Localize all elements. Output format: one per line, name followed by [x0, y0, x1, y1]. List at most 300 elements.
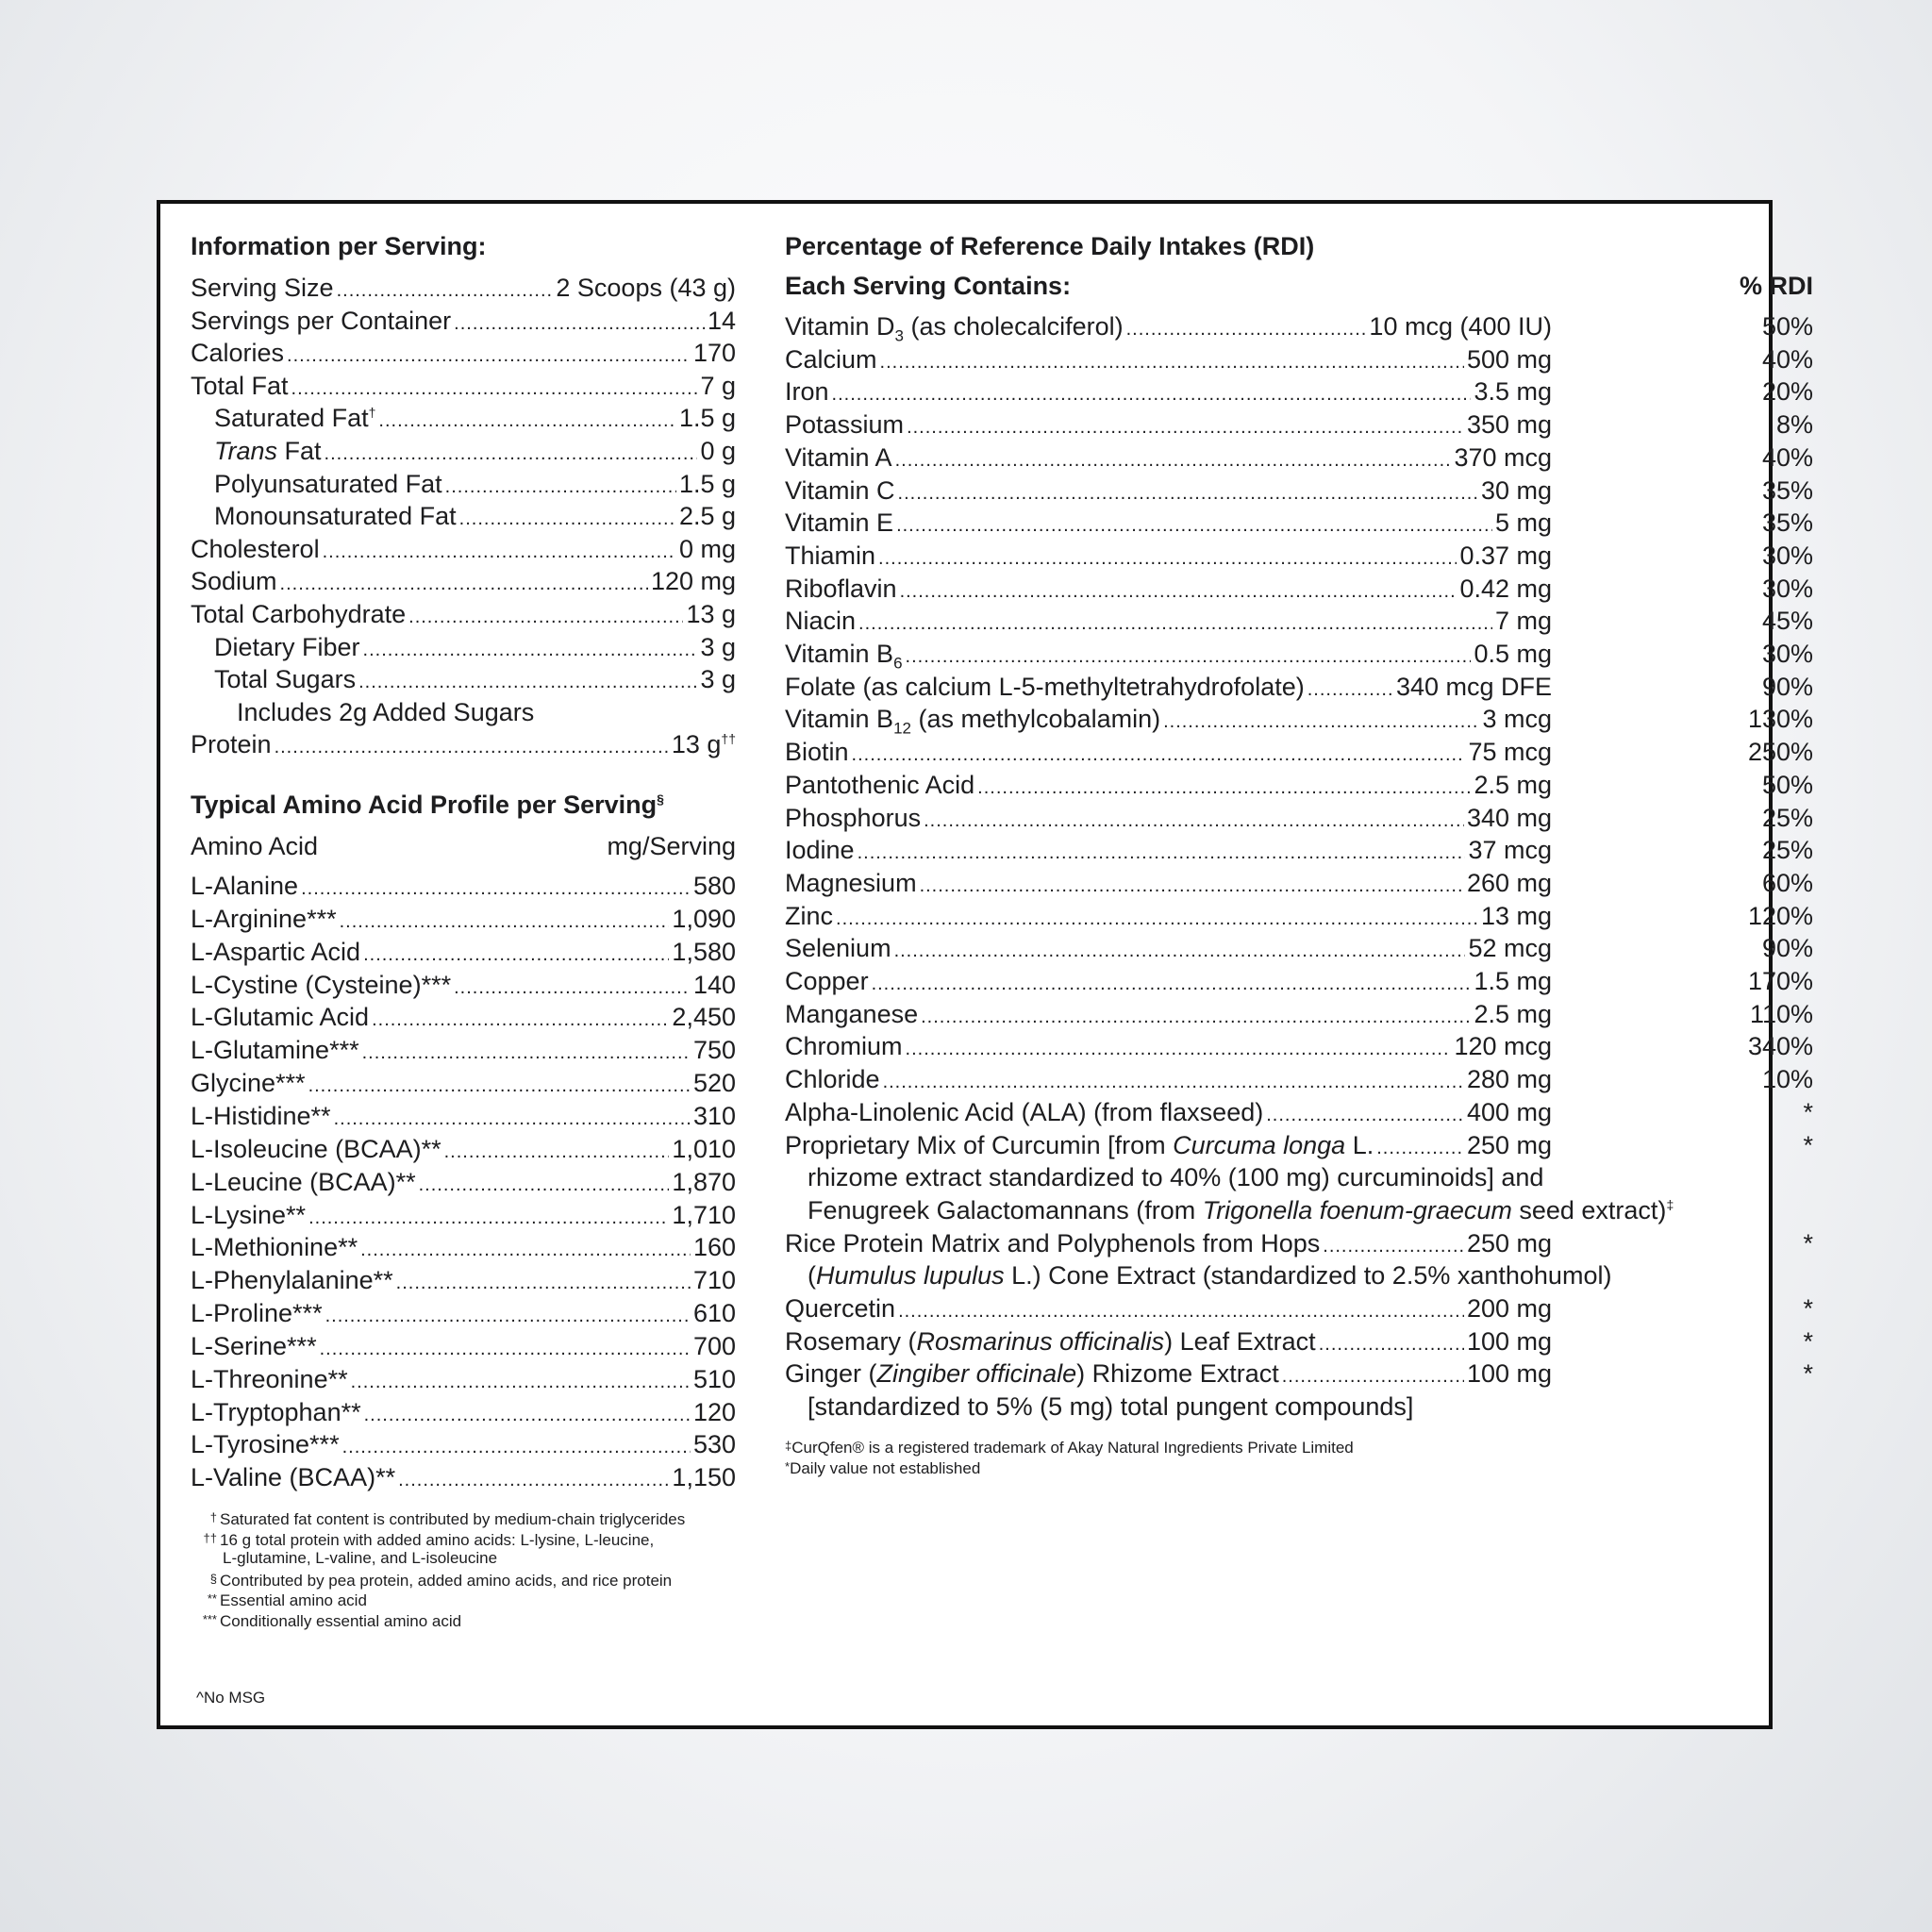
amino-footnote: [192, 1528, 654, 1550]
leader-dots: [340, 906, 670, 939]
leader-dots: [454, 972, 691, 1005]
amino-value: 710: [692, 1266, 736, 1295]
rdi-label: [785, 408, 904, 441]
rdi-percent: 25%: [1761, 803, 1813, 832]
cont-italic: Humulus lupulus: [816, 1261, 1005, 1291]
rdi-amount: 260 mg: [1466, 868, 1552, 897]
label-text: Magnesium: [785, 868, 917, 897]
info-row: [191, 728, 736, 764]
footnote-text: Contributed by pea protein, added amino acids, and rice protein: [220, 1571, 673, 1590]
label-text: Rosemary (: [785, 1326, 917, 1356]
footnote-text: L-glutamine, L-valine, and L-isoleucine: [223, 1549, 498, 1567]
amino-row: [191, 1100, 736, 1136]
rdi-row: [785, 1227, 1552, 1263]
leader-dots: [880, 346, 1464, 379]
amino-label: [191, 903, 337, 936]
rdi-label: [785, 1325, 1316, 1358]
amino-row: [191, 870, 736, 906]
amino-value: 750: [692, 1036, 736, 1065]
footnote-mark: ***: [202, 1611, 217, 1626]
rdi-label: [785, 540, 875, 573]
label-subscript: 6: [893, 654, 903, 673]
rdi-percent: *: [1803, 1097, 1813, 1126]
rdi-percent: 30%: [1761, 574, 1813, 603]
label-after: L.: [1345, 1130, 1374, 1159]
leader-dots: [832, 378, 1472, 411]
rdi-amount: 370 mcg: [1454, 442, 1552, 472]
rdi-percent: 50%: [1761, 312, 1813, 341]
footnote-text: 16 g total protein with added amino acids: L-lysine, L-leucine,: [220, 1530, 655, 1549]
rdi-label: [785, 1227, 1320, 1260]
leader-dots: [1319, 1328, 1464, 1361]
cont-superscript: ‡: [1666, 1196, 1674, 1212]
rdi-percent: *: [1803, 1359, 1813, 1389]
label-text: Selenium: [785, 934, 891, 963]
amino-row: [191, 1001, 736, 1037]
rdi-percent: 10%: [1761, 1065, 1813, 1094]
label-text: Sodium: [191, 567, 277, 596]
footnote-text: Saturated fat content is contributed by medium-chain triglycerides: [220, 1510, 686, 1528]
value-text: 2 Scoops (43 g): [556, 274, 736, 302]
info-row: [191, 305, 736, 341]
rdi-label: [785, 834, 855, 867]
info-row: [191, 565, 736, 601]
amino-label: [191, 1231, 358, 1264]
footnote-text: Essential amino acid: [220, 1591, 367, 1609]
label-text: Iodine: [785, 836, 855, 865]
label-text: L-Lysine**: [191, 1200, 307, 1229]
rdi-row: [785, 475, 1552, 510]
label-text: Vitamin A: [785, 442, 892, 472]
info-value: [700, 435, 736, 468]
amino-label: [191, 1330, 317, 1363]
cont-after: L.) Cone Extract (standardized to 2.5% xanthohumol): [1004, 1261, 1612, 1291]
amino-row: [191, 1166, 736, 1202]
info-row: [191, 370, 736, 406]
leader-dots: [459, 503, 676, 536]
rdi-label: [785, 736, 849, 769]
amino-value: 1,710: [672, 1200, 736, 1229]
rdi-row: [785, 834, 1552, 870]
value-text: 13 g: [686, 600, 736, 628]
info-label: [214, 468, 442, 501]
label-text: Copper: [785, 967, 869, 995]
info-label: [191, 598, 406, 631]
rdi-heading: Percentage of Reference Daily Intakes (RDI): [785, 232, 1315, 260]
rdi-label: [785, 703, 1160, 736]
rdi-continuation: [808, 1194, 1674, 1227]
amino-value: 140: [692, 970, 736, 999]
label-text: Protein: [191, 730, 272, 759]
rdi-amount: 500 mg: [1466, 344, 1552, 374]
rdi-percent: *: [1803, 1294, 1813, 1323]
rdi-percent: 170%: [1747, 967, 1813, 995]
rdi-amount: 250 mg: [1466, 1130, 1552, 1159]
label-italic: Curcuma longa: [1173, 1130, 1346, 1159]
rdi-label: [785, 1129, 1374, 1162]
label-text: L-Proline***: [191, 1299, 323, 1328]
info-row: [191, 337, 736, 373]
label-text: L-Glutamic Acid: [191, 1003, 370, 1032]
rdi-row: [785, 736, 1552, 772]
leader-dots: [907, 411, 1464, 444]
leader-dots: [364, 1399, 691, 1432]
info-row: [214, 435, 736, 471]
amino-label: [191, 936, 360, 969]
info-label: [214, 663, 356, 696]
rdi-row: [785, 1030, 1552, 1066]
label-text: Cholesterol: [191, 534, 320, 563]
label-superscript: †: [368, 405, 376, 421]
leader-dots: [898, 1295, 1464, 1328]
rdi-label: [785, 441, 892, 475]
amino-value: 2,450: [672, 1003, 736, 1032]
rdi-amount: 120 mcg: [1454, 1032, 1552, 1061]
rdi-amount: 30 mg: [1480, 475, 1552, 505]
rdi-amount: 13 mg: [1480, 901, 1552, 930]
leader-dots: [363, 634, 698, 667]
rdi-percent: *: [1803, 1130, 1813, 1159]
cont-text: rhizome extract standardized to 40% (100 mg) curcuminoids] and: [808, 1163, 1544, 1192]
label-text: L-Histidine**: [191, 1101, 331, 1130]
footnote-mark: §: [209, 1571, 217, 1586]
leader-dots: [419, 1169, 670, 1202]
leader-dots: [898, 477, 1478, 510]
amino-label: [191, 1396, 361, 1429]
info-heading: Information per Serving:: [191, 232, 487, 260]
amino-column-header: Amino Acid: [191, 832, 319, 860]
info-label: [214, 631, 360, 664]
info-value: [700, 663, 736, 696]
leader-dots: [360, 1234, 691, 1267]
rdi-row: [785, 867, 1552, 903]
leader-dots: [1376, 1132, 1464, 1165]
leader-dots: [337, 275, 554, 308]
amino-row: [191, 1396, 736, 1432]
info-row: [214, 402, 736, 438]
rdi-continuation: [808, 1161, 1543, 1194]
rdi-label: [785, 1096, 1263, 1129]
amino-label: [191, 1199, 306, 1232]
amino-heading: Typical Amino Acid Profile per Serving§: [191, 791, 664, 819]
amino-value: 580: [692, 872, 736, 900]
label-text: Vitamin B: [785, 640, 894, 668]
info-value: [700, 631, 736, 664]
label-text: Total Sugars: [214, 665, 357, 694]
label-text: Saturated Fat: [214, 404, 369, 433]
rdi-amount: 52 mcg: [1468, 934, 1552, 963]
each-serving-heading: Each Serving Contains:: [785, 272, 1072, 300]
amino-label: [191, 1363, 348, 1396]
rdi-amount: 10 mcg (400 IU): [1369, 312, 1552, 341]
label-subscript: 3: [894, 326, 905, 345]
label-text: Chromium: [785, 1032, 903, 1061]
value-text: 3 g: [700, 632, 736, 661]
rdi-percent: 25%: [1761, 836, 1813, 865]
rdi-percent: 50%: [1761, 770, 1813, 799]
leader-dots: [894, 935, 1466, 968]
amino-value: 1,010: [672, 1134, 736, 1163]
leader-dots: [836, 903, 1478, 936]
rdi-label: [785, 769, 974, 802]
amino-label: [191, 1461, 395, 1494]
rdi-amount: 5 mg: [1494, 508, 1552, 538]
rdi-percent: 20%: [1761, 377, 1813, 407]
rdi-percent: 30%: [1761, 640, 1813, 668]
value-text: 14: [707, 306, 736, 335]
amino-label: [191, 1428, 340, 1461]
note-text: Includes 2g Added Sugars: [237, 697, 535, 726]
leader-dots: [1126, 313, 1367, 346]
leader-dots: [325, 1300, 691, 1333]
leader-dots: [398, 1464, 669, 1497]
rdi-amount: 37 mcg: [1468, 836, 1552, 865]
rdi-row: [785, 703, 1552, 739]
rdi-label: [785, 671, 1305, 704]
label-text: Calcium: [785, 344, 877, 374]
value-superscript: ††: [721, 731, 736, 747]
leader-dots: [921, 1001, 1471, 1034]
label-text: L-Threonine**: [191, 1364, 348, 1393]
rdi-label: [785, 900, 833, 933]
rdi-row: [785, 671, 1552, 707]
amino-footnote: [192, 1589, 367, 1610]
amino-value: 510: [692, 1364, 736, 1393]
rdi-label: [785, 965, 869, 998]
leader-dots: [858, 837, 1466, 870]
label-text: Serving Size: [191, 274, 334, 302]
label-after: (as cholecalciferol): [904, 312, 1124, 341]
label-text: L-Methionine**: [191, 1233, 358, 1262]
info-value: [693, 337, 736, 370]
leader-dots: [291, 373, 698, 406]
amino-value: 160: [692, 1233, 736, 1262]
rdi-percent: 40%: [1761, 442, 1813, 472]
leader-dots: [372, 1004, 669, 1037]
leader-dots: [334, 1103, 691, 1136]
amino-value: 310: [692, 1101, 736, 1130]
amino-row: [191, 1264, 736, 1300]
amino-value: 1,580: [672, 937, 736, 966]
no-msg-note: ^No MSG: [196, 1689, 266, 1707]
leader-dots: [308, 1202, 669, 1235]
rdi-row: [785, 1325, 1552, 1361]
info-label: [214, 402, 375, 435]
label-text: Ginger (: [785, 1359, 877, 1389]
rdi-percent: 120%: [1747, 901, 1813, 930]
rdi-label: [785, 605, 856, 638]
rdi-amount: 1.5 mg: [1474, 967, 1552, 995]
rdi-label: [785, 507, 893, 540]
label-text: L-Glutamine***: [191, 1036, 359, 1065]
rdi-amount: 100 mg: [1466, 1359, 1552, 1389]
amino-value: 520: [692, 1069, 736, 1098]
label-text: Folate (as calcium L-5-methyltetrahydrofolate): [785, 672, 1305, 701]
label-text: Total Fat: [191, 371, 289, 400]
leader-dots: [358, 666, 697, 699]
rdi-row: [785, 1063, 1552, 1099]
info-label: [191, 533, 320, 566]
cont-text: [standardized to 5% (5 mg) total pungent compounds]: [808, 1392, 1414, 1422]
leader-dots: [878, 542, 1457, 575]
amino-row: [191, 1133, 736, 1169]
info-note: [237, 696, 534, 729]
amino-row: [191, 1067, 736, 1103]
amino-label: [191, 1034, 359, 1067]
rdi-row: [785, 540, 1552, 575]
label-text: L-Serine***: [191, 1331, 317, 1360]
label-text: Pantothenic Acid: [785, 770, 975, 799]
leader-dots: [977, 772, 1471, 805]
cont-after: seed extract): [1511, 1195, 1667, 1224]
label-text: Phosphorus: [785, 803, 922, 832]
rdi-row: [785, 802, 1552, 838]
rdi-row: [785, 965, 1552, 1001]
label-text: Servings per Container: [191, 306, 452, 335]
label-text: Calories: [191, 339, 285, 368]
amino-footnote: [192, 1569, 672, 1591]
rdi-row: [785, 932, 1552, 968]
rdi-percent: 110%: [1749, 999, 1813, 1028]
leader-dots: [301, 873, 691, 906]
amino-row: [191, 1297, 736, 1333]
rdi-percent: 90%: [1761, 934, 1813, 963]
rdi-row: [785, 573, 1552, 608]
leader-dots: [924, 805, 1464, 838]
info-label: [191, 272, 334, 305]
info-value: [672, 728, 736, 761]
rdi-row: [785, 375, 1552, 411]
footnote-text: Conditionally essential amino acid: [220, 1611, 462, 1630]
amino-value: 530: [692, 1430, 736, 1459]
rdi-amount: 0.42 mg: [1459, 574, 1552, 603]
amino-footnote: [192, 1507, 685, 1529]
amino-row: [191, 903, 736, 939]
amino-row: [191, 1199, 736, 1235]
cont-text: (: [808, 1261, 816, 1291]
label-text: Zinc: [785, 901, 834, 930]
amino-label: [191, 1067, 306, 1100]
label-text: L-Tyrosine***: [191, 1430, 340, 1459]
rdi-amount: 400 mg: [1466, 1097, 1552, 1126]
leader-dots: [1323, 1230, 1464, 1263]
rdi-percent: 8%: [1775, 410, 1813, 440]
amino-row: [191, 1231, 736, 1267]
rdi-amount: 200 mg: [1466, 1294, 1552, 1323]
rdi-amount: 100 mg: [1466, 1326, 1552, 1356]
amino-label: [191, 1133, 441, 1166]
leader-dots: [308, 1070, 691, 1103]
leader-dots: [920, 870, 1464, 903]
rdi-row: [785, 769, 1552, 805]
amino-value: 1,150: [672, 1463, 736, 1492]
rdi-label: [785, 867, 917, 900]
rdi-continuation: [808, 1391, 1413, 1424]
label-text: Total Carbohydrate: [191, 600, 407, 628]
rdi-amount: 280 mg: [1466, 1065, 1552, 1094]
value-text: 3 g: [700, 665, 736, 694]
rdi-percent: 60%: [1761, 868, 1813, 897]
label-text: L-Isoleucine (BCAA)**: [191, 1134, 441, 1163]
rdi-row: [785, 605, 1552, 641]
leader-dots: [858, 608, 1492, 641]
leader-dots: [895, 444, 1452, 477]
amino-row: [191, 1428, 736, 1464]
label-text: Potassium: [785, 410, 905, 440]
leader-dots: [351, 1366, 691, 1399]
value-text: 0 g: [700, 437, 736, 465]
value-text: 7 g: [700, 371, 736, 400]
label-text: Chloride: [785, 1065, 880, 1094]
rdi-amount: 250 mg: [1466, 1228, 1552, 1257]
leader-dots: [896, 509, 1492, 542]
amino-row: [191, 1461, 736, 1497]
rdi-footnote: [785, 1457, 980, 1478]
leader-dots: [852, 739, 1466, 772]
cont-text: Fenugreek Galactomannans (from: [808, 1195, 1203, 1224]
label-text: L-Phenylalanine**: [191, 1266, 393, 1295]
leader-dots: [883, 1066, 1464, 1099]
leader-dots: [1307, 674, 1393, 707]
leader-dots: [900, 575, 1457, 608]
rdi-percent: 90%: [1761, 672, 1813, 701]
amino-row: [191, 936, 736, 972]
label-text: Proprietary Mix of Curcumin [from: [785, 1130, 1174, 1159]
label-text: Niacin: [785, 607, 857, 636]
leader-dots: [275, 731, 669, 764]
rdi-label: [785, 638, 903, 671]
label-text: Manganese: [785, 999, 919, 1028]
label-text: L-Alanine: [191, 872, 299, 900]
leader-dots: [363, 939, 669, 972]
amino-value: 1,090: [672, 904, 736, 933]
label-italic: Zingiber officinale: [876, 1359, 1077, 1389]
leader-dots: [906, 641, 1472, 674]
rdi-row: [785, 1129, 1552, 1165]
rdi-percent: 250%: [1747, 738, 1813, 767]
amino-row: [191, 969, 736, 1005]
rdi-percent: 30%: [1761, 541, 1813, 570]
leader-dots: [1163, 706, 1479, 739]
rdi-amount: 0.5 mg: [1474, 640, 1552, 668]
amino-value: 1,870: [672, 1167, 736, 1196]
amino-value: 610: [692, 1299, 736, 1328]
leader-dots: [362, 1037, 691, 1070]
rdi-row: [785, 310, 1552, 346]
label-text: Vitamin E: [785, 508, 894, 538]
value-text: 0 mg: [678, 534, 736, 563]
leader-dots: [323, 536, 676, 569]
footnote-mark: **: [207, 1591, 217, 1606]
leader-dots: [325, 438, 698, 471]
info-label: [191, 370, 289, 403]
label-italic: Rosmarinus officinalis: [916, 1326, 1165, 1356]
info-row: [191, 598, 736, 634]
rdi-label: [785, 310, 1124, 343]
amino-footnote: [189, 1548, 497, 1568]
leader-dots: [445, 471, 676, 504]
amino-label: [191, 1264, 393, 1297]
rdi-amount: 75 mcg: [1468, 738, 1552, 767]
rdi-row: [785, 638, 1552, 674]
label-text: L-Valine (BCAA)**: [191, 1463, 396, 1492]
value-text: 1.5 g: [678, 469, 736, 498]
info-row: [214, 500, 736, 536]
leader-dots: [454, 308, 705, 341]
label-text: L-Cystine (Cysteine)***: [191, 970, 452, 999]
info-row: [191, 272, 736, 308]
amino-footnote: [192, 1609, 461, 1631]
